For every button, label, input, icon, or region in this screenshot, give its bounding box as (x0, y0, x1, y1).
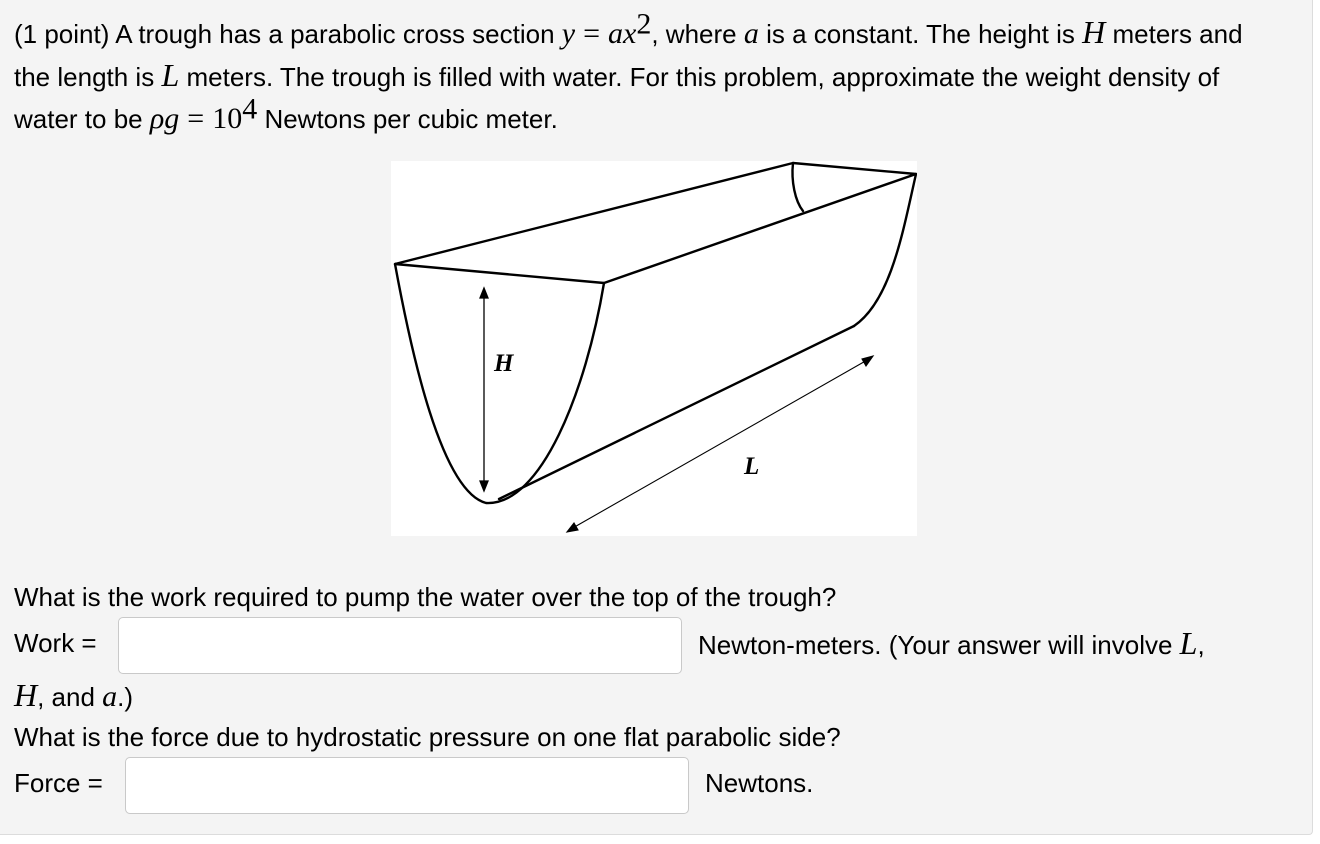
equation-a: a (608, 17, 624, 50)
figure-label-L: L (744, 453, 760, 480)
hint-variable-H: H (14, 677, 38, 713)
trough-figure (391, 161, 917, 536)
problem-text-1b: , where (651, 19, 737, 49)
hint-variable-a: a (102, 680, 118, 713)
question2-text: What is the force due to hydrostatic pressure on one flat parabolic side? (14, 722, 841, 752)
equation-exponent: 2 (636, 7, 652, 41)
force-input[interactable] (125, 757, 689, 814)
problem-text-2a: meters and the length is (14, 19, 1243, 92)
equation-y: y (561, 17, 576, 50)
front-parabola (395, 264, 604, 503)
force-label: Force = (14, 768, 103, 798)
figure-label-H: H (494, 350, 514, 377)
equation-x: x (623, 17, 637, 50)
bottom-edge (499, 326, 854, 499)
height-arrow-top (480, 288, 488, 298)
density-exponent: 4 (242, 92, 258, 126)
work-units-hint-line2 (14, 678, 133, 714)
hint-comma: , (1197, 630, 1205, 660)
force-units: Newtons. (705, 768, 814, 798)
hint-variable-L: L (1179, 625, 1198, 661)
question1-text: What is the work required to pump the water over the top of the trough? (14, 582, 837, 612)
hint-and: , and (37, 682, 95, 712)
length-arrow-end (862, 356, 873, 366)
far-parabola (792, 163, 803, 211)
length-dimension-line (571, 359, 869, 529)
work-units-hint (698, 626, 1205, 662)
problem-text-1a: A trough has a parabolic cross section (115, 19, 555, 49)
hint-close: .) (117, 682, 134, 712)
rim-back-edge (395, 163, 916, 283)
problem-text-2b: meters. The trough is filled with water. For this problem, approximate the weight density of water to be (14, 62, 1220, 134)
height-arrow-bottom (480, 481, 488, 491)
variable-H: H (1082, 14, 1106, 50)
rho-g: ρg (149, 102, 180, 135)
density-equals: = (187, 102, 205, 135)
right-edge (854, 174, 916, 326)
equation-equals: = (583, 17, 601, 50)
work-input[interactable] (118, 617, 682, 674)
variable-L: L (161, 57, 180, 93)
problem-text-1c: is a constant. The height is (766, 19, 1075, 49)
variable-a: a (743, 17, 759, 50)
trough-diagram (391, 161, 917, 536)
work-units-text: Newton-meters. (Your answer will involve (698, 630, 1173, 660)
points-label: (1 point) (14, 19, 110, 49)
work-label: Work = (14, 628, 97, 658)
problem-statement (14, 7, 1284, 140)
length-arrow-start (567, 523, 578, 532)
density-base: 10 (212, 102, 243, 135)
problem-text-3: Newtons per cubic meter. (264, 104, 558, 134)
